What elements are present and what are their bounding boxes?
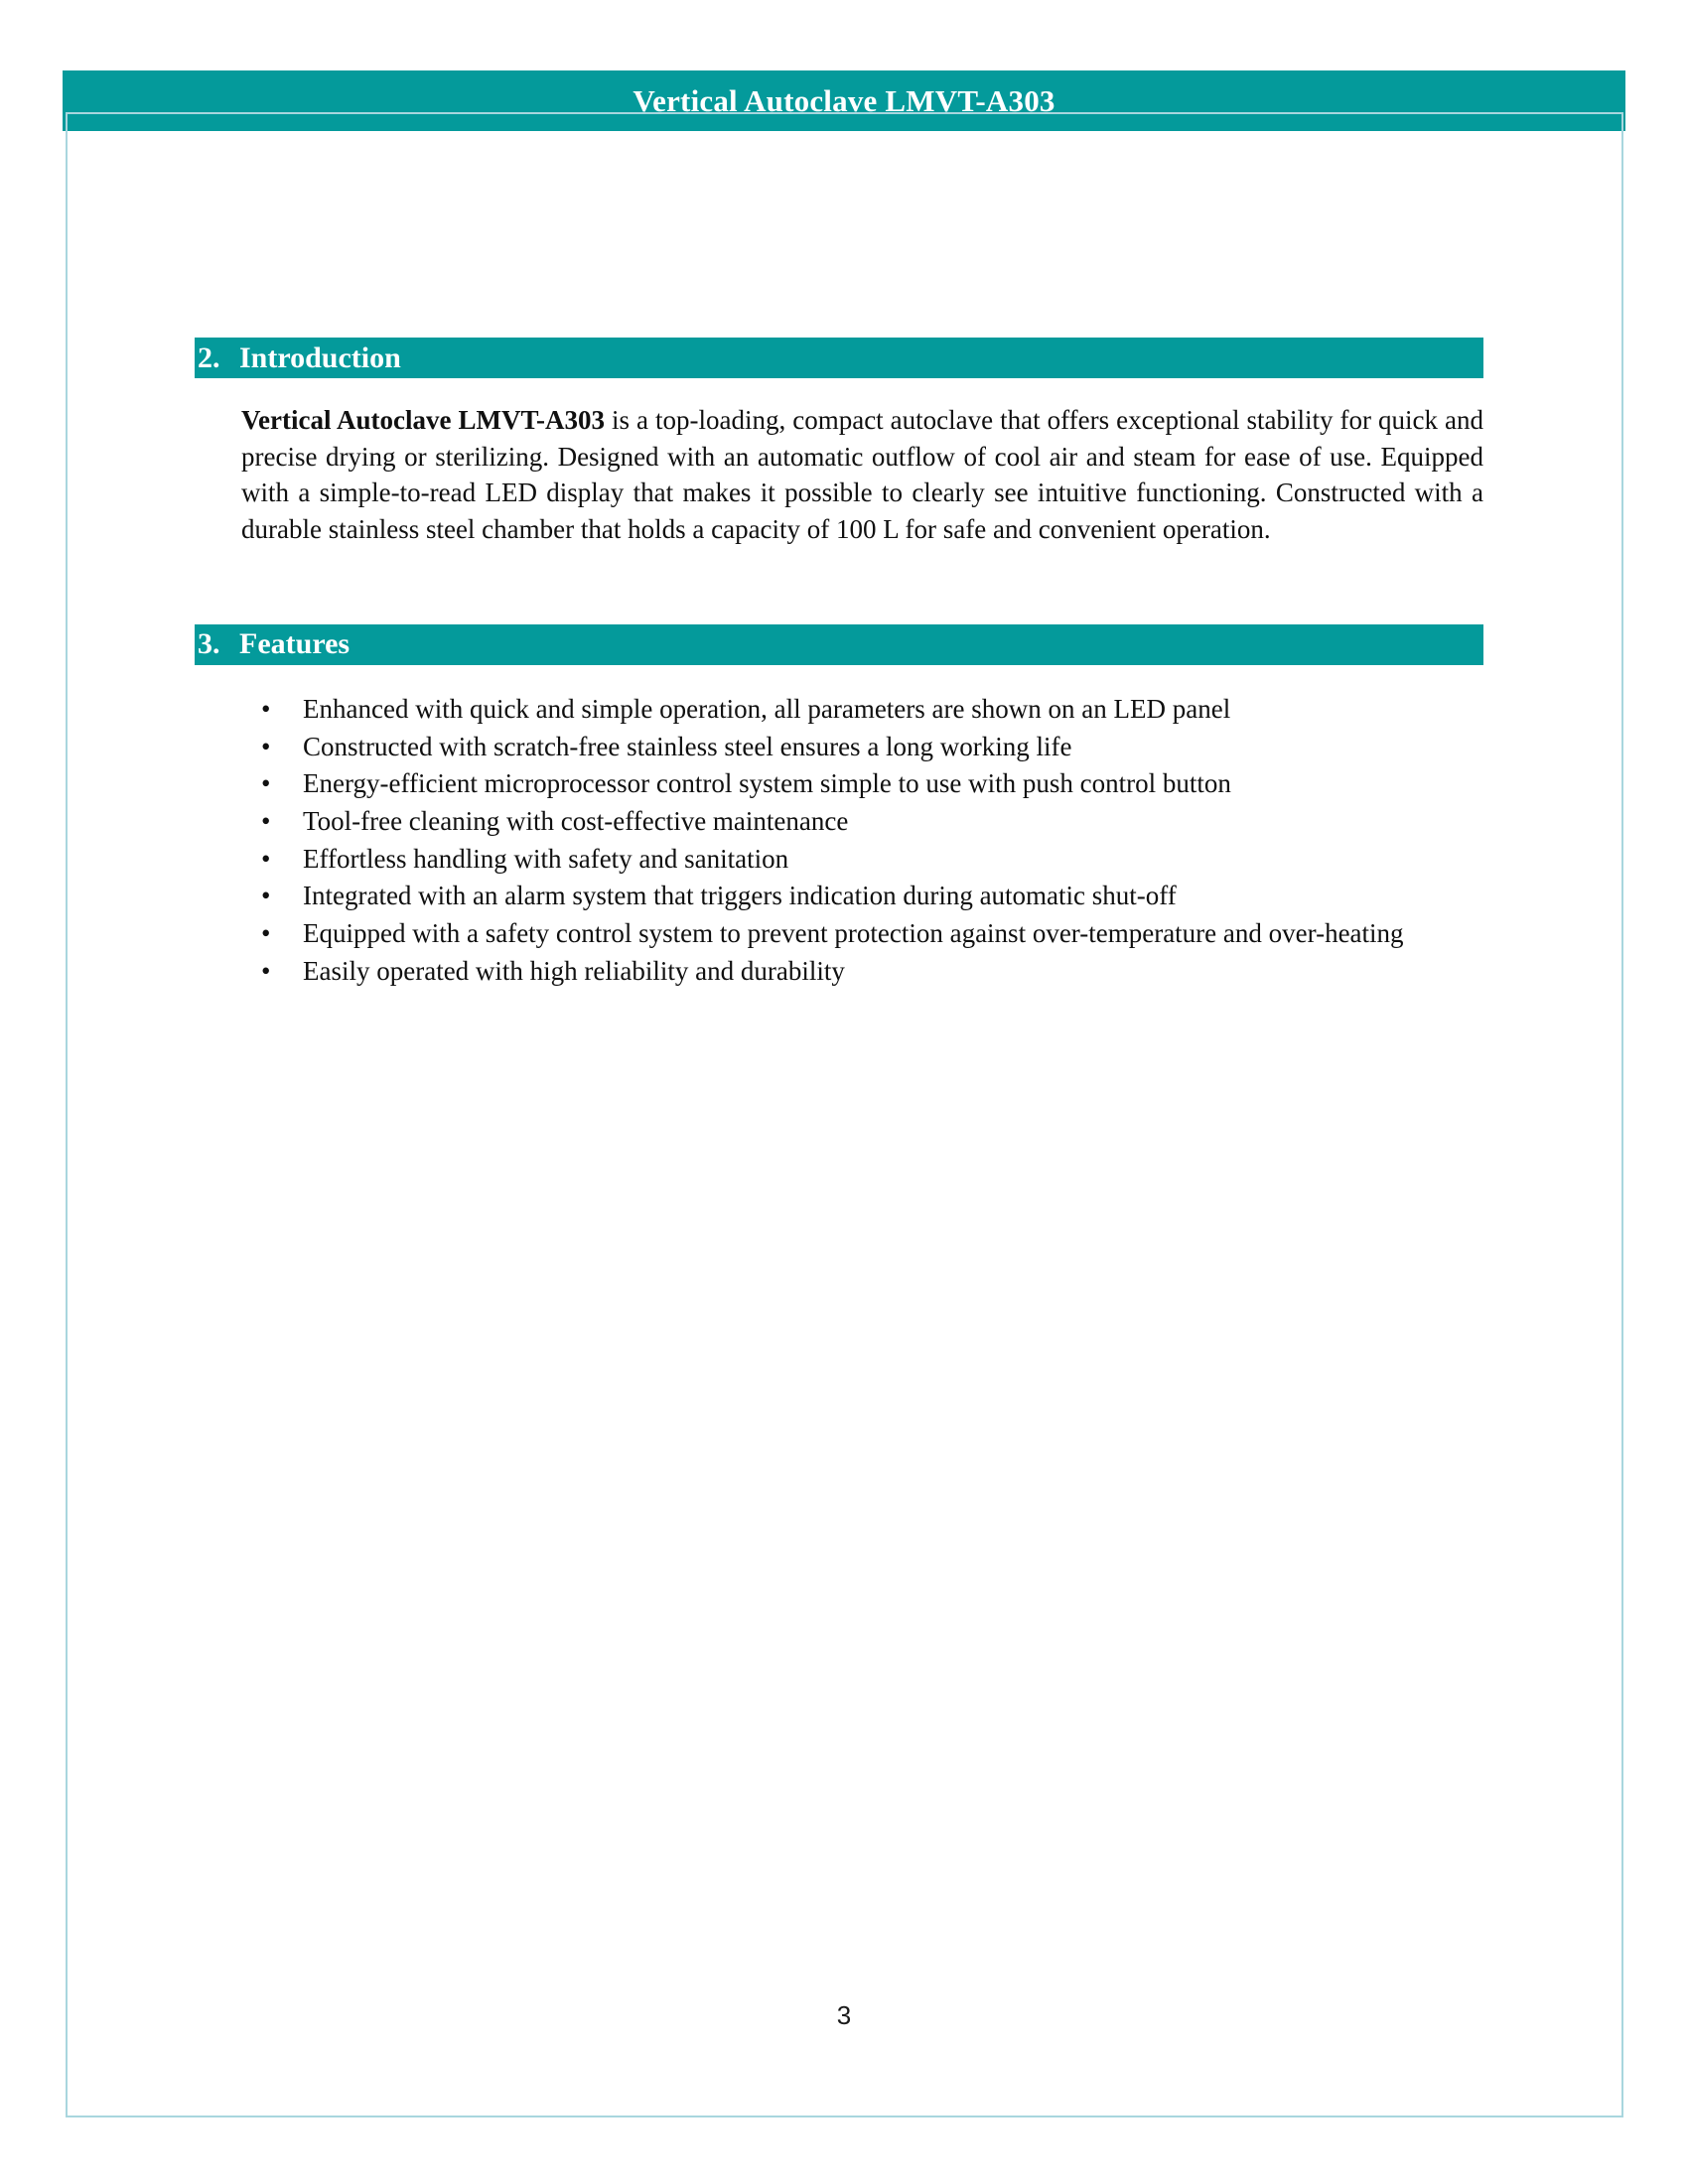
bullet-icon: • [261, 768, 271, 799]
bullet-icon: • [261, 918, 271, 949]
feature-list-item-label: Tool-free cleaning with cost-effective maintenance [303, 806, 849, 837]
bullet-icon: • [261, 881, 271, 911]
feature-list-item [241, 953, 1483, 990]
feature-list-item [241, 878, 1483, 914]
bullet-icon: • [261, 843, 271, 874]
bullet-icon: • [261, 693, 271, 724]
document-header-banner [63, 70, 1625, 131]
feature-list-item [241, 765, 1483, 802]
features-list [241, 691, 1483, 990]
feature-list-item [241, 691, 1483, 728]
feature-list-item-label: Equipped with a safety control system to prevent protection against over-temperature and over-heating [303, 918, 1404, 949]
section-heading-features [195, 624, 1483, 665]
feature-list-item-label: Enhanced with quick and simple operation, all parameters are shown on an LED panel [303, 693, 1231, 724]
feature-list-item-label: Effortless handling with safety and sanitation [303, 843, 789, 874]
section-number-features: 3. [198, 627, 220, 661]
document-title: Vertical Autoclave LMVT-A303 [633, 83, 1055, 118]
features-body [241, 691, 1483, 990]
feature-list-item [241, 915, 1483, 952]
section-number-introduction: 2. [198, 341, 220, 374]
section-title-features: Features [239, 627, 351, 661]
feature-list-item [241, 803, 1483, 840]
introduction-lead-product-name: Vertical Autoclave LMVT-A303 [241, 405, 605, 435]
feature-list-item-label: Constructed with scratch-free stainless steel ensures a long working life [303, 731, 1072, 761]
introduction-body [241, 402, 1483, 548]
page-number: 3 [836, 2000, 852, 2030]
bullet-icon: • [261, 955, 271, 986]
section-title-introduction: Introduction [239, 341, 401, 374]
document-content [195, 338, 1483, 991]
feature-list-item-label: Energy-efficient microprocessor control system simple to use with push control button [303, 768, 1231, 799]
feature-list-item [241, 729, 1483, 765]
bullet-icon: • [261, 731, 271, 761]
feature-list-item [241, 841, 1483, 878]
feature-list-item-label: Integrated with an alarm system that triggers indication during automatic shut-off [303, 881, 1177, 911]
introduction-paragraph-text: is a top-loading, compact autoclave that offers exceptional stability for quick and precise drying or sterilizing. Designed with an automatic outflow of cool air and steam for ease of use. Equipped with a simple-to-read LED display that makes it possible to clearly see intuitive functioning. Constructed with a durable stainless steel chamber that holds a capacity of 100 L for safe and convenient operation. [241, 405, 1483, 545]
introduction-paragraph [241, 402, 1483, 548]
section-heading-introduction [195, 338, 1483, 378]
bullet-icon: • [261, 806, 271, 837]
feature-list-item-label: Easily operated with high reliability and durability [303, 955, 845, 986]
